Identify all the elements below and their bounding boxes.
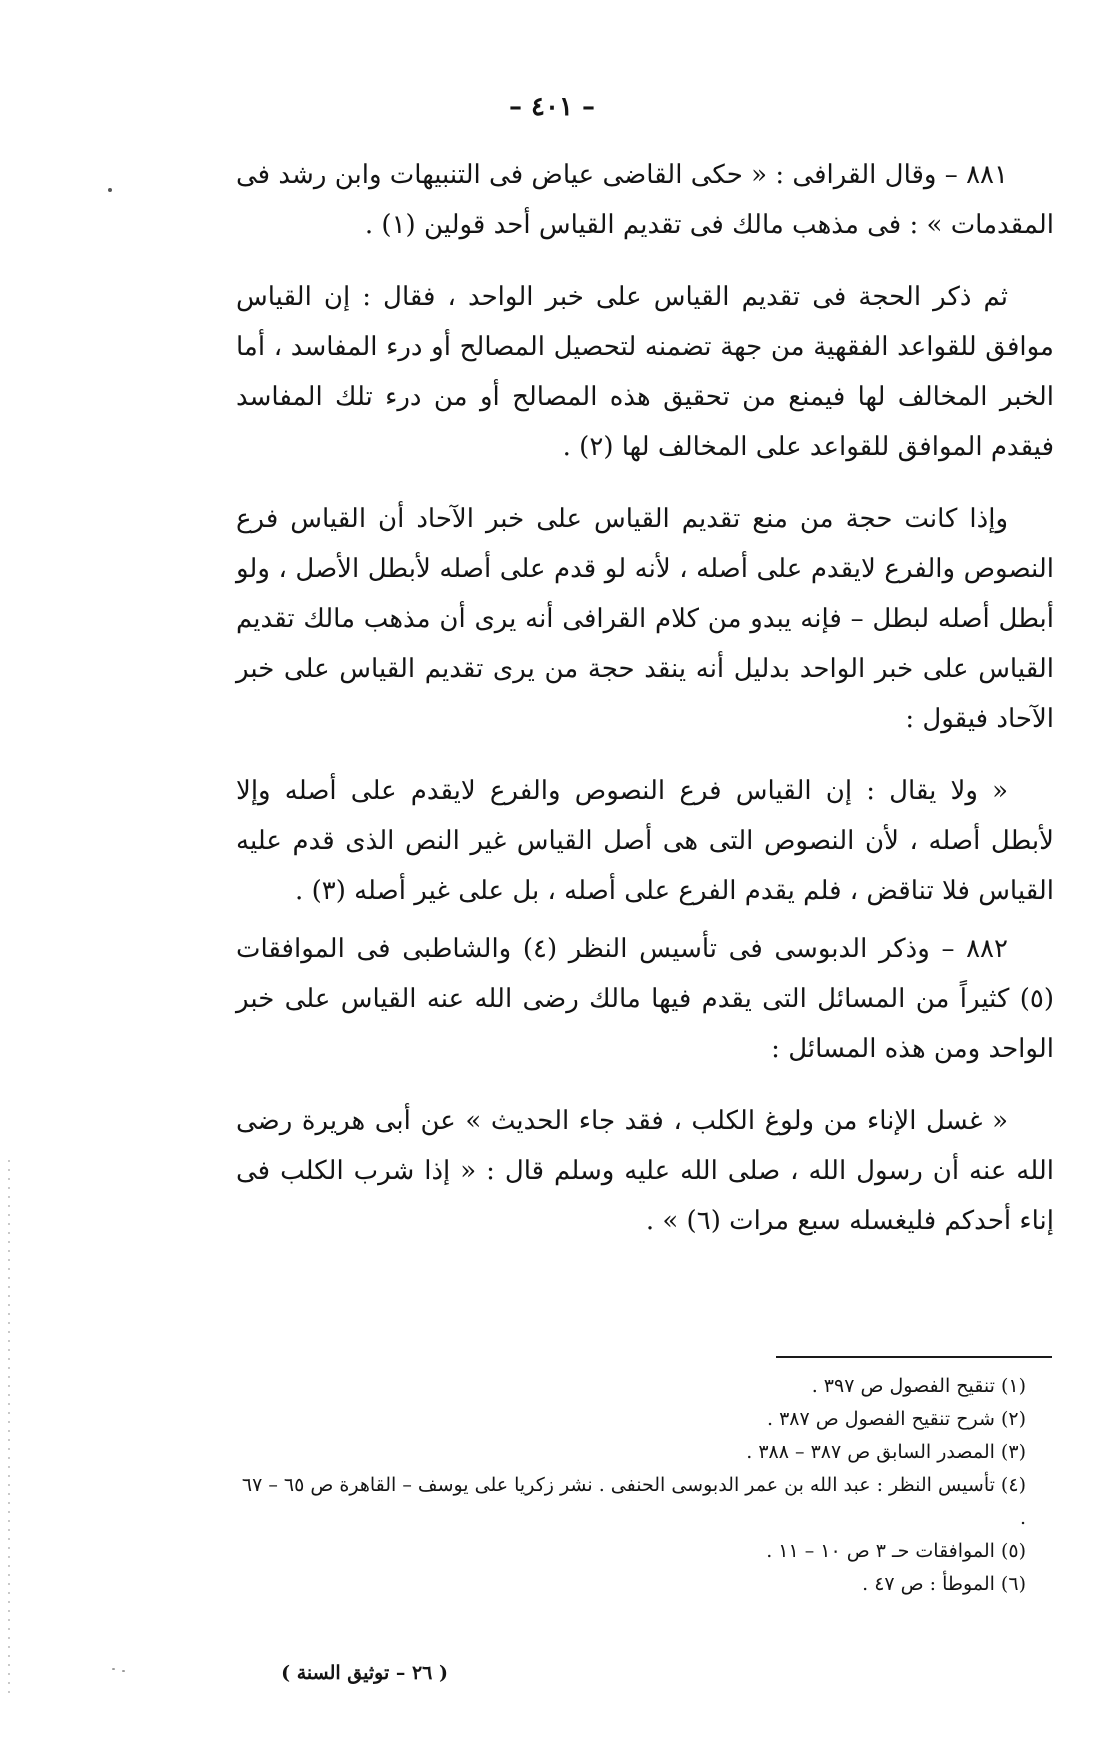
- paragraph-881: ٨٨١ – وقال القرافى : « حكى القاضى عياض فى التنبيهات وابن رشد فى المقدمات » : فى مذهب مالك فى تقديم القياس أحد قولين (١) .: [236, 160, 1054, 240]
- footnote-item: (٦) الموطأ : ص ٤٧ .: [862, 1573, 1026, 1595]
- scan-speck: [122, 1670, 125, 1672]
- footnote-item: (١) تنقيح الفصول ص ٣٩٧ .: [811, 1375, 1026, 1397]
- footnote-item: (٣) المصدر السابق ص ٣٨٧ – ٣٨٨ .: [746, 1441, 1026, 1463]
- paragraph-argument: ثم ذكر الحجة فى تقديم القياس على خبر الواحد ، فقال : إن القياس موافق للقواعد الفقهية من جهة تضمنه لتحصيل المصالح أو درء المفاسد ، أما الخبر المخالف لها فيمنع من تحقيق هذه المصالح أو من درء تلك المفاسد فيقدم الموافق للقواعد على المخالف لها (٢) .: [236, 282, 1054, 462]
- paragraph-882: ٨٨٢ – وذكر الدبوسى فى تأسيس النظر (٤) والشاطبى فى الموافقات (٥) كثيراً من المسائل التى يقدم فيها مالك رضى الله عنه القياس على خبر الواحد ومن هذه المسائل :: [236, 934, 1054, 1064]
- scan-edge-noise: [8, 1160, 10, 1700]
- main-text: [236, 150, 1054, 1246]
- page-number: – ٤٠١ –: [508, 92, 596, 122]
- footnotes-list: [236, 1370, 1054, 1601]
- scan-speck: [112, 1668, 115, 1670]
- paragraph-objection: وإذا كانت حجة من منع تقديم القياس على خبر الآحاد أن القياس فرع النصوص والفرع لايقدم على أصله ، لأنه لو قدم على أصله لأبطل الأصل ، ولو أبطل أصله لبطل – فإنه يبدو من كلام القرافى أنه يرى أن مذهب مالك تقديم القياس على خبر الواحد بدليل أنه ينقد حجة من يرى تقديم القياس على خبر الآحاد فيقول :: [236, 504, 1054, 734]
- footnote-divider: [776, 1356, 1052, 1358]
- footnote-item: (٥) الموافقات حـ ٣ ص ١٠ – ١١ .: [766, 1540, 1026, 1562]
- footnote-item: (٤) تأسيس النظر : عبد الله بن عمر الدبوسى الحنفى . نشر زكريا على يوسف – القاهرة ص ٦٥ – ٦٧ .: [241, 1474, 1026, 1529]
- signature-mark: ( ٢٦ – توثيق السنة ): [281, 1662, 448, 1684]
- paragraph-quote: « ولا يقال : إن القياس فرع النصوص والفرع لايقدم على أصله وإلا لأبطل أصله ، لأن النصوص التى هى أصل القياس غير النص الذى قدم عليه القياس فلا تناقض ، فلم يقدم الفرع على أصله ، بل على غير أصله (٣) .: [236, 776, 1054, 906]
- footnote-item: (٢) شرح تنقيح الفصول ص ٣٨٧ .: [766, 1408, 1026, 1430]
- scan-speck: [108, 188, 112, 192]
- paragraph-hadith: « غسل الإناء من ولوغ الكلب ، فقد جاء الحديث » عن أبى هريرة رضى الله عنه أن رسول الله ، صلى الله عليه وسلم قال : « إذا شرب الكلب فى إناء أحدكم فليغسله سبع مرات (٦) » .: [236, 1106, 1054, 1236]
